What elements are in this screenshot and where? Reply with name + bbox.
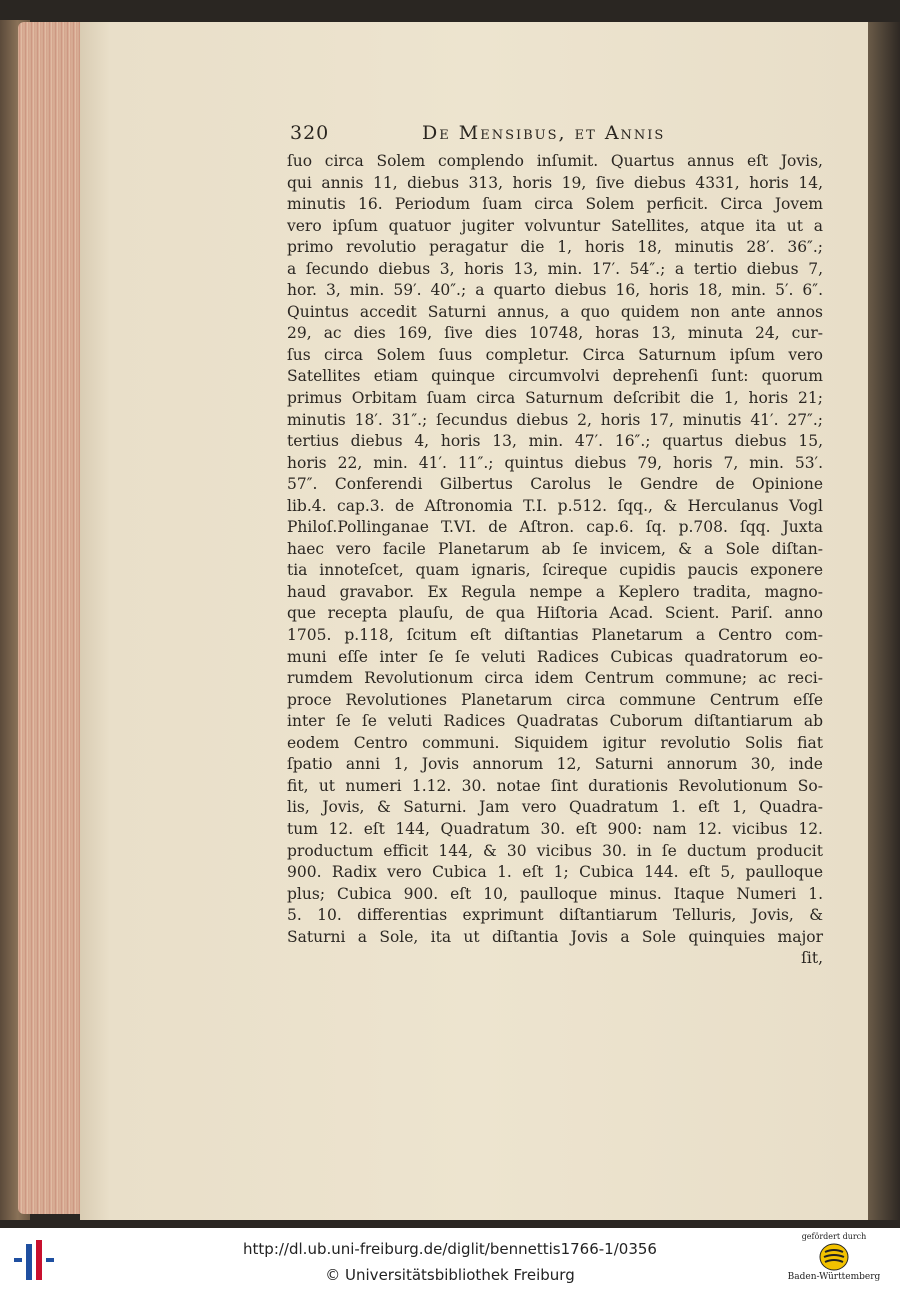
sponsor-block <box>778 1232 890 1290</box>
text-line: minutis 16. Periodum ſuam circa Solem perficit. Circa Jovem <box>287 195 823 214</box>
page-edges <box>18 22 88 1214</box>
text-line: Philoſ.Pollinganae T.VI. de Aſtron. cap.6. ſq. p.708. ſqq. Juxta <box>287 518 823 537</box>
text-line: ſuo circa Solem complendo inſumit. Quartus annus eſt Jovis, <box>287 152 823 170</box>
text-line: tum 12. eſt 144, Quadratum 30. eſt 900: nam 12. vicibus 12. <box>287 819 823 838</box>
text-line: 900. Radix vero Cubica 1. eſt 1; Cubica 144. eſt 5, paulloque <box>287 863 823 882</box>
text-line: proce Revolutiones Planetarum circa commune Centrum eſſe <box>287 690 823 709</box>
text-line: 1705. p.118, ſcitum eſt diſtantias Planetarum a Centro com- <box>287 626 823 645</box>
page-right-shadow <box>868 22 900 1220</box>
text-line: haec vero facile Planetarum ab ſe invicem, & a Sole diſtan- <box>287 539 823 558</box>
body-text <box>287 151 823 970</box>
text-line: ſit, <box>801 949 823 968</box>
text-line: fit, ut numeri 1.12. 30. notae ſint durationis Revolutionum So- <box>287 776 823 795</box>
text-line: lib.4. cap.3. de Aſtronomia T.I. p.512. ſqq., & Herculanus Vogl <box>287 496 823 515</box>
copyright-notice: © Universitätsbibliothek Freiburg <box>325 1266 575 1284</box>
text-line: Quintus accedit Saturni annus, a quo quidem non ante annos <box>287 302 823 321</box>
page-number: 320 <box>290 122 330 144</box>
baden-wuerttemberg-crest-icon <box>819 1243 849 1271</box>
text-line: ſus circa Solem ſuus completur. Circa Saturnum ipſum vero <box>287 345 823 364</box>
text-line: 57″. Conferendi Gilbertus Carolus le Gendre de Opinione <box>287 475 823 494</box>
text-line: horis 22, min. 41′. 11″.; quintus diebus 79, horis 7, min. 53′. <box>287 453 823 472</box>
sponsor-name: Baden-Württemberg <box>787 1272 881 1282</box>
text-line: qui annis 11, diebus 313, horis 19, ſive diebus 4331, horis 14, <box>287 173 823 192</box>
text-line: minutis 18′. 31″.; ſecundus diebus 2, horis 17, minutis 41′. 27″.; <box>287 410 823 429</box>
text-line: vero ipſum quatuor jugiter volvuntur Satellites, atque ita ut a <box>287 216 823 235</box>
text-line: ſpatio anni 1, Jovis annorum 12, Saturni annorum 30, inde <box>287 755 823 774</box>
text-line: productum efficit 144, & 30 vicibus 30. in ſe ductum producit <box>287 841 823 860</box>
text-line: primus Orbitam ſuam circa Saturnum deſcribit die 1, horis 21; <box>287 389 823 408</box>
text-line: rumdem Revolutionum circa idem Centrum commune; ac reci- <box>287 669 823 688</box>
text-line: inter ſe ſe veluti Radices Quadratas Cuborum diſtantiarum ab <box>287 712 823 731</box>
running-head: De Mensibus, et Annis <box>422 122 666 144</box>
text-line: eodem Centro communi. Siquidem igitur revolutio Solis fiat <box>287 733 823 752</box>
text-line: Satellites etiam quinque circumvolvi deprehenſi ſunt: quorum <box>287 367 823 386</box>
sponsor-label: gefördert durch <box>801 1232 867 1241</box>
text-line: plus; Cubica 900. eſt 10, paulloque minus. Itaque Numeri 1. <box>287 884 823 903</box>
text-line: a ſecundo diebus 3, horis 13, min. 17′. 54″.; a tertio diebus 7, <box>287 259 823 278</box>
text-line: 29, ac dies 169, ſive dies 10748, horas 13, minuta 24, cur- <box>287 324 823 343</box>
text-line: 5. 10. differentias exprimunt diſtantiarum Telluris, Jovis, & <box>287 906 823 925</box>
text-line: tia innoteſcet, quam ignaris, ſcireque cupidis paucis exponere <box>287 561 823 580</box>
text-line: haud gravabor. Ex Regula nempe a Keplero tradita, magno- <box>287 582 823 601</box>
page-header <box>290 122 820 150</box>
text-line: primo revolutio peragatur die 1, horis 18, minutis 28′. 36″.; <box>287 238 823 257</box>
document-url[interactable]: http://dl.ub.uni-freiburg.de/diglit/bennettis1766-1/0356 <box>243 1240 657 1258</box>
text-line: lis, Jovis, & Saturni. Jam vero Quadratum 1. eſt 1, Quadra- <box>287 798 823 817</box>
text-line: muni eſſe inter ſe ſe veluti Radices Cubicas quadratorum eo- <box>287 647 823 666</box>
viewer-footer <box>0 1228 900 1292</box>
text-line: que recepta plauſu, de qua Hiſtoria Acad. Scient. Pariſ. anno <box>287 604 823 623</box>
text-line: Saturni a Sole, ita ut diſtantia Jovis a Sole quinquies major <box>287 927 823 946</box>
text-line: tertius diebus 4, horis 13, min. 47′. 16″.; quartus diebus 15, <box>287 432 823 451</box>
text-line: hor. 3, min. 59′. 40″.; a quarto diebus 16, horis 18, min. 5′. 6″. <box>287 281 823 300</box>
